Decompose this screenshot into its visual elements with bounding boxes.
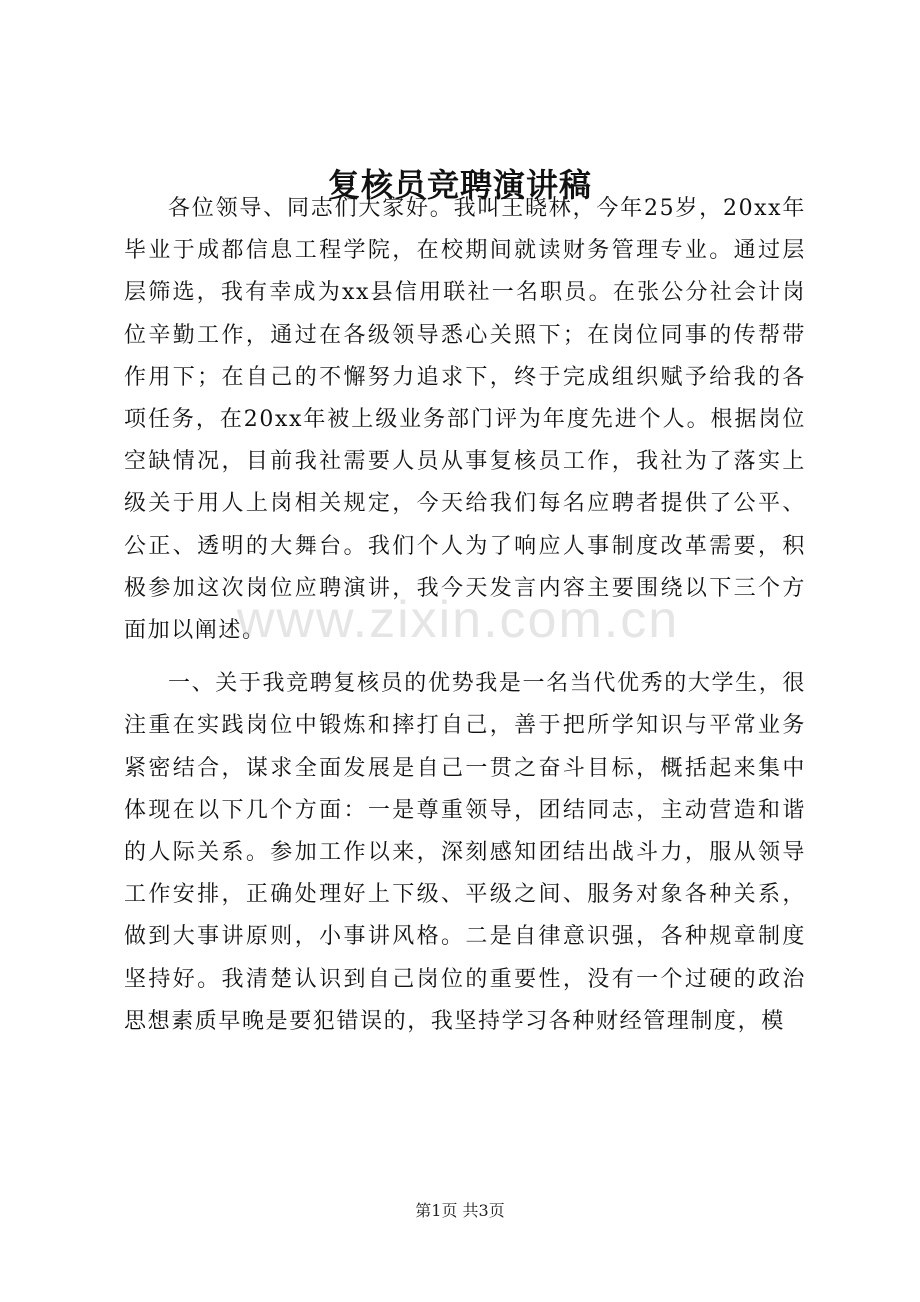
page-footer: 第1页 共3页 [415,1201,505,1220]
paragraph-advantages: 一、关于我竞聘复核员的优势我是一名当代优秀的大学生，很注重在实践岗位中锻炼和摔打自己，善于把所学知识与平常业务紧密结合，谋求全面发展是自己一贯之奋斗目标，概括起来集中体现在以下几个方面：一是尊重领导，团结同志，主动营造和谐的人际关系。参加工作以来，深刻感知团结出战斗力，服从领导工作安排，正确处理好上下级、平级之间、服务对象各种关系，做到大事讲原则，小事讲风格。二是自律意识强，各种规章制度坚持好。我清楚认识到自己岗位的重要性，没有一个过硬的政治思想素质早晚是要犯错误的，我坚持学习各种财经管理制度，模 [124,671,806,1034]
paragraph-intro: 各位领导、同志们大家好。我叫王晓林，今年25岁，20xx年毕业于成都信息工程学院，在校期间就读财务管理专业。通过层层筛选，我有幸成为xx县信用联社一名职员。在张公分社会计岗位辛勤工作，通过在各级领导悉心关照下；在岗位同事的传帮带作用下；在自己的不懈努力追求下，终于完成组织赋予给我的各项任务，在20xx年被上级业务部门评为年度先进个人。根据岗位空缺情况，目前我社需要人员从事复核员工作，我社为了落实上级关于用人上岗相关规定，今天给我们每名应聘者提供了公平、公正、透明的大舞台。我们个人为了响应人事制度改革需要，积极参加这次岗位应聘演讲，我今天发言内容主要围绕以下三个方面加以阐述。 [124,196,806,644]
document-body [124,188,806,1043]
watermark: www.zixin.com.cn [236,591,680,649]
document-title: 复核员竞聘演讲稿 [327,166,592,204]
